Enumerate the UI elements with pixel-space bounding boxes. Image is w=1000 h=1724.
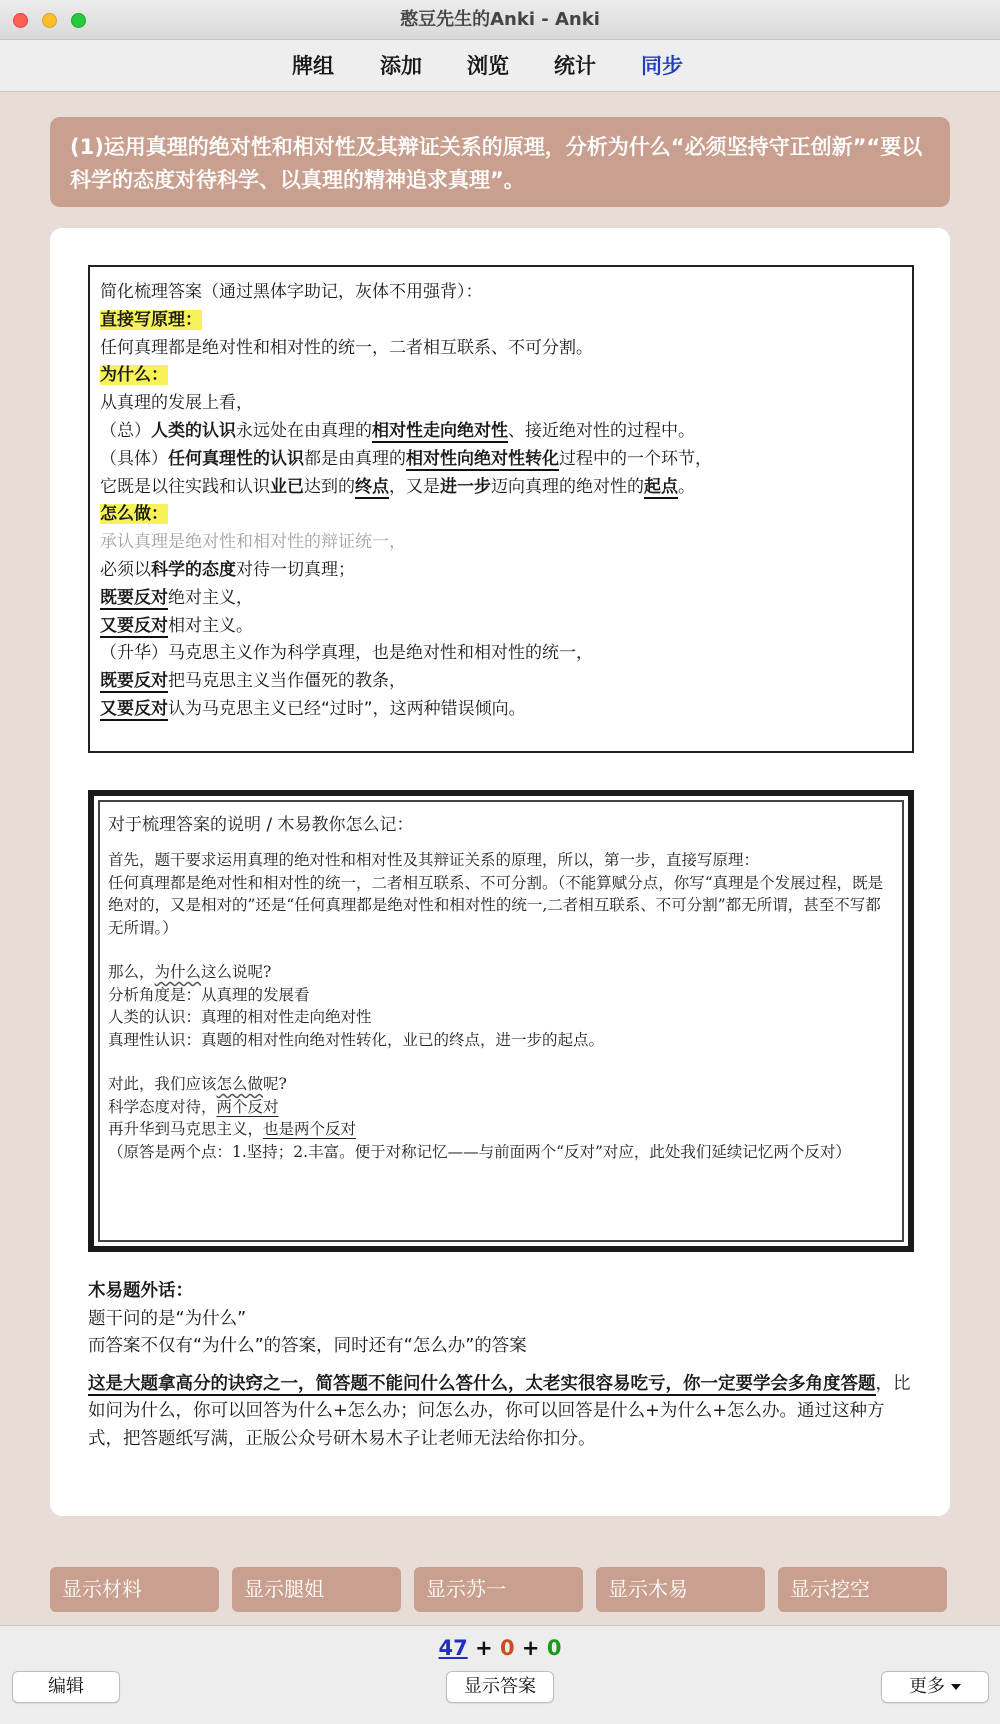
extra-title: 木易题外话： xyxy=(88,1281,193,1301)
show-suyi-button[interactable]: 显示苏一 xyxy=(414,1567,583,1612)
extra-line-1: 题干问的是“为什么” xyxy=(88,1308,247,1329)
show-material-button[interactable]: 显示材料 xyxy=(50,1567,219,1612)
line-oppose-c: 既要反对把马克思主义当作僵死的教条， xyxy=(100,671,406,692)
line-oppose-b: 又要反对相对主义。 xyxy=(100,615,253,636)
new-count[interactable]: 47 xyxy=(438,1636,468,1660)
toolbar-decks[interactable]: 牌组 xyxy=(292,54,334,78)
box2-p2: 任何真理都是绝对性和相对性的统一，二者相互联系、不可分割。（不能算赋分点，你写“真理是个发展过程，既是绝对的，又是相对的”还是“任何真理都是绝对性和相对性的统一,二者相互联系、不可分割”都无所谓，甚至不写都无所谓。） xyxy=(108,873,884,937)
box2-heading: 对于梳理答案的说明 / 木易教你怎么记： xyxy=(108,815,414,835)
label-how: 怎么做： xyxy=(100,504,168,525)
box2-p1: 首先，题干要求运用真理的绝对性和相对性及其辩证关系的原理，所以，第一步，直接写原理： xyxy=(108,851,760,869)
explanation-box xyxy=(88,790,914,1252)
review-count: 0 xyxy=(546,1636,562,1660)
show-answer-button[interactable]: 显示答案 xyxy=(446,1671,554,1703)
reveal-buttons-row xyxy=(50,1567,950,1612)
label-direct: 直接写原理： xyxy=(100,309,202,330)
box2-p10: （原答是两个点：1.坚持；2.丰富。便于对称记忆——与前面两个“反对”对应，此处我们延续记忆两个反对） xyxy=(108,1142,851,1161)
show-cloze-button[interactable]: 显示挖空 xyxy=(778,1567,947,1612)
line-shenghua: （升华）马克思主义作为科学真理，也是绝对性和相对性的统一， xyxy=(100,643,593,664)
line-oppose-a: 既要反对绝对主义， xyxy=(100,587,253,608)
line-zong: （总）人类的认识永远处在由真理的相对性走向绝对性、接近绝对性的过程中。 xyxy=(100,420,695,441)
line-oppose-d: 又要反对认为马克思主义已经“过时”，这两种错误倾向。 xyxy=(100,698,526,719)
box2-p8: 科学态度对待，两个反对 xyxy=(108,1097,279,1116)
more-button[interactable]: 更多 xyxy=(881,1671,989,1703)
box2-p9: 再升华到马克思主义，也是两个反对 xyxy=(108,1120,357,1138)
question-text: (1)运用真理的绝对性和相对性及其辩证关系的原理，分析为什么“必须坚持守正创新”“要以科学的态度对待科学、以真理的精神追求真理”。 xyxy=(50,117,950,207)
learning-count: 0 xyxy=(499,1636,515,1660)
extra-notes xyxy=(88,1278,918,1453)
line-dev: 从真理的发展上看， xyxy=(100,393,253,414)
reviewer-bottom-bar xyxy=(0,1625,1000,1724)
toolbar-add[interactable]: 添加 xyxy=(380,54,422,78)
due-counts: 47 + 0 + 0 xyxy=(438,1636,562,1660)
box2-p5: 人类的认识：真理的相对性走向绝对性 xyxy=(108,1008,372,1026)
box2-p6: 真理性认识：真题的相对性向绝对性转化，业已的终点，进一步的起点。 xyxy=(108,1030,605,1049)
box2-p7: 对此，我们应该怎么做呢? xyxy=(108,1075,287,1093)
show-muyi-button[interactable]: 显示木易 xyxy=(596,1567,765,1612)
window-title: 憨豆先生的Anki - Anki xyxy=(400,9,600,30)
line-direct: 任何真理都是绝对性和相对性的统一，二者相互联系、不可分割。 xyxy=(100,337,593,358)
line-gray: 承认真理是绝对性和相对性的辩证统一， xyxy=(100,532,406,553)
toolbar-browse[interactable]: 浏览 xyxy=(467,54,509,78)
simplified-answer-box xyxy=(88,265,914,753)
answer-card xyxy=(50,228,950,1516)
label-why: 为什么： xyxy=(100,365,168,386)
box2-p3: 那么，为什么这么说呢? xyxy=(108,963,272,981)
window-titlebar xyxy=(0,0,1000,40)
box1-heading: 简化梳理答案（通过黑体字助记，灰体不用强背）： xyxy=(100,282,483,302)
edit-button[interactable]: 编辑 xyxy=(12,1671,120,1703)
line-juti: （具体）任何真理性的认识都是由真理的相对性向绝对性转化过程中的一个环节， xyxy=(100,448,712,469)
extra-line-2: 而答案不仅有“为什么”的答案，同时还有“怎么办”的答案 xyxy=(88,1336,527,1356)
toolbar-sync[interactable]: 同步 xyxy=(641,54,683,78)
toolbar-stats[interactable]: 统计 xyxy=(554,54,596,78)
box2-p4: 分析角度是：从真理的发展看 xyxy=(108,985,310,1004)
line-endpoint: 它既是以往实践和认识业已达到的终点，又是进一步迈向真理的绝对性的起点。 xyxy=(100,476,695,497)
chevron-down-icon xyxy=(951,1684,961,1690)
show-tuijie-button[interactable]: 显示腿姐 xyxy=(232,1567,401,1612)
extra-line-3: 这是大题拿高分的诀窍之一，简答题不能问什么答什么，太老实很容易吃亏，你一定要学会多角度答题，比如问为什么，你可以回答为什么+怎么办；问怎么办，你可以回答是什么+为什么+怎么办。通过这种方式，把答题纸写满，正版公众号研木易木子让老师无法给你扣分。 xyxy=(88,1373,911,1449)
main-toolbar xyxy=(0,40,1000,92)
line-science: 必须以科学的态度对待一切真理； xyxy=(100,559,355,580)
